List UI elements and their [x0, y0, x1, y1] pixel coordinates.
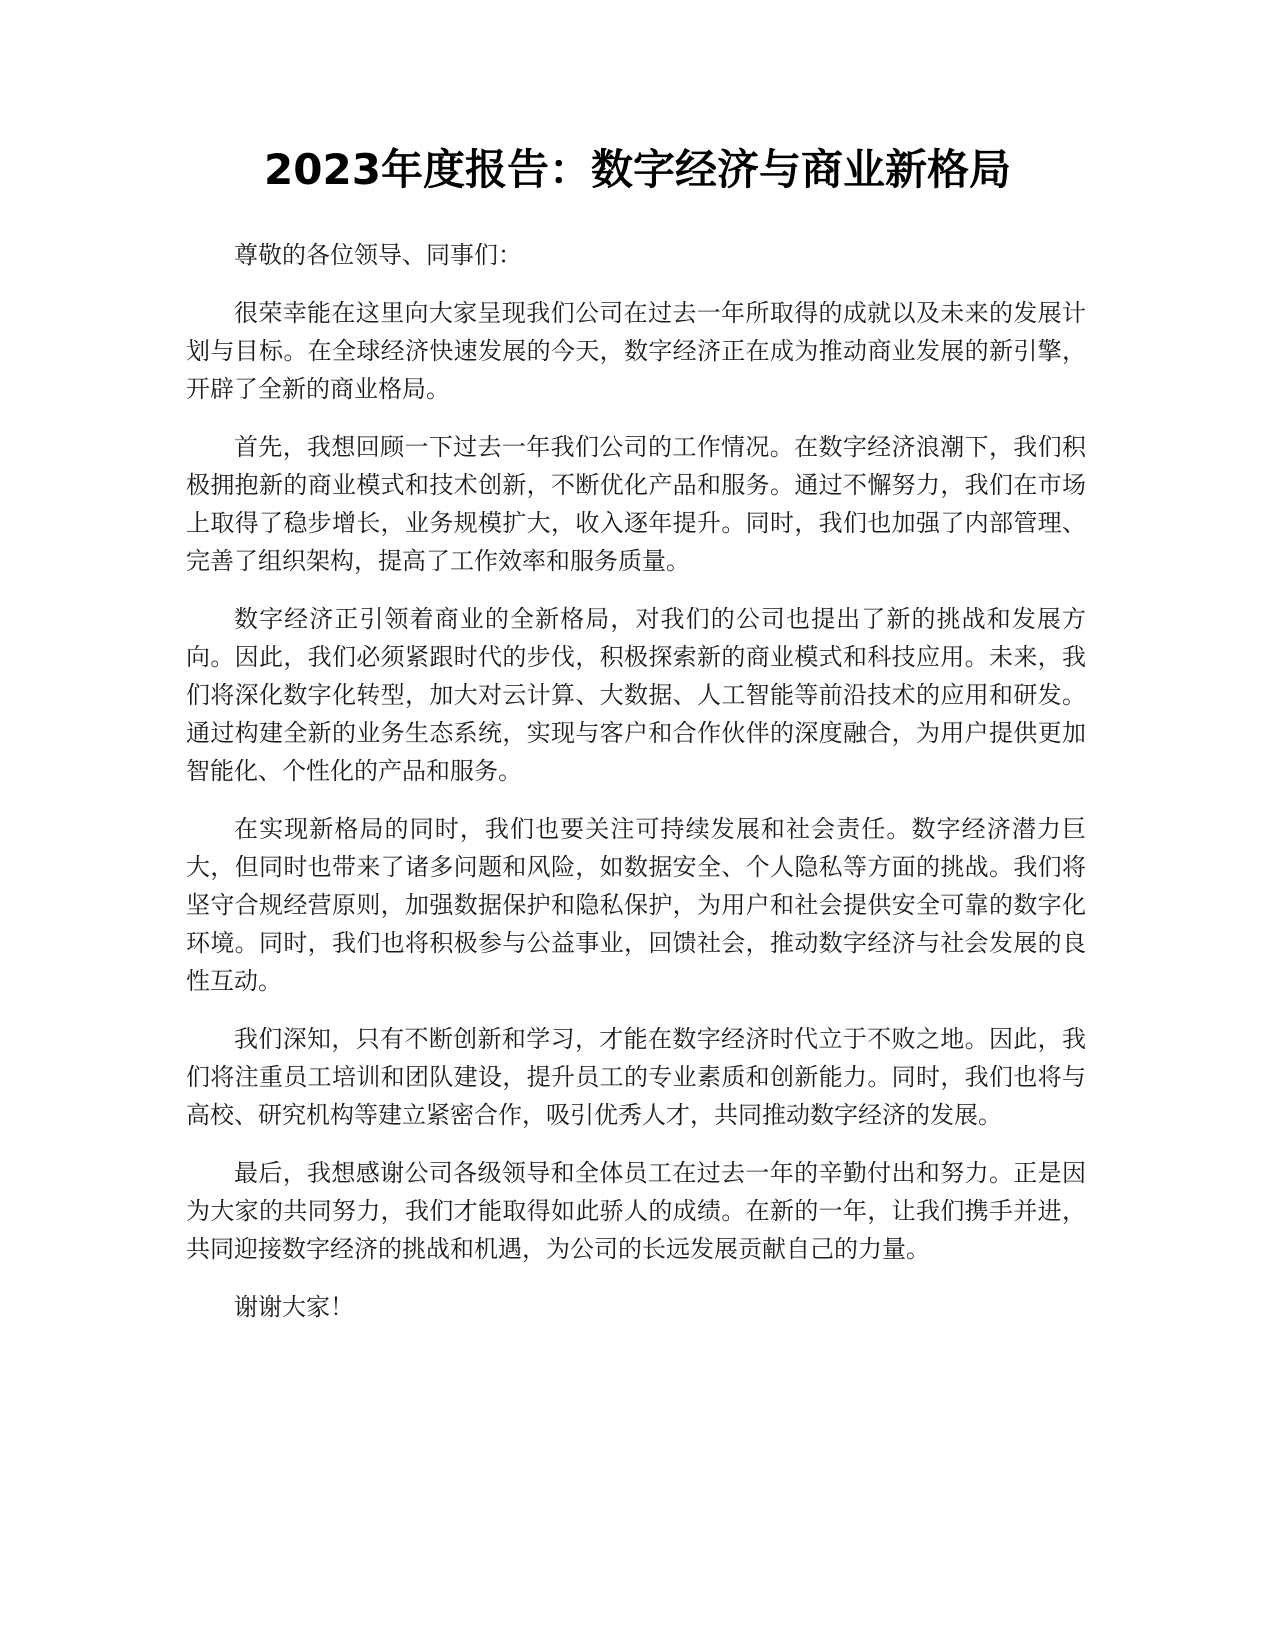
- closing-paragraph: 谢谢大家！: [234, 1293, 354, 1321]
- body-paragraph: 我们深知，只有不断创新和学习，才能在数字经济时代立于不败之地。因此，我们将注重员工培训和团队建设，提升员工的专业素质和创新能力。同时，我们也将与高校、研究机构等建立紧密合作，吸引优秀人才，共同推动数字经济的发展。: [186, 1025, 1086, 1129]
- body-paragraph: 在实现新格局的同时，我们也要关注可持续发展和社会责任。数字经济潜力巨大，但同时也带来了诸多问题和风险，如数据安全、个人隐私等方面的挑战。我们将坚守合规经营原则，加强数据保护和隐私保护，为用户和社会提供安全可靠的数字化环境。同时，我们也将积极参与公益事业，回馈社会，推动数字经济与社会发展的良性互动。: [186, 815, 1086, 995]
- body-paragraph: 很荣幸能在这里向大家呈现我们公司在过去一年所取得的成就以及未来的发展计划与目标。在全球经济快速发展的今天，数字经济正在成为推动商业发展的新引擎，开辟了全新的商业格局。: [186, 299, 1086, 403]
- body-paragraph: 最后，我想感谢公司各级领导和全体员工在过去一年的辛勤付出和努力。正是因为大家的共同努力，我们才能取得如此骄人的成绩。在新的一年，让我们携手并进，共同迎接数字经济的挑战和机遇，为公司的长远发展贡献自己的力量。: [186, 1159, 1086, 1263]
- document-body: [186, 236, 1086, 1346]
- body-paragraph: 数字经济正引领着商业的全新格局，对我们的公司也提出了新的挑战和发展方向。因此，我们必须紧跟时代的步伐，积极探索新的商业模式和科技应用。未来，我们将深化数字化转型，加大对云计算、大数据、人工智能等前沿技术的应用和研发。通过构建全新的业务生态系统，实现与客户和合作伙伴的深度融合，为用户提供更加智能化、个性化的产品和服务。: [186, 605, 1086, 785]
- greeting-paragraph: 尊敬的各位领导、同事们：: [234, 241, 522, 269]
- document-title: 2023年度报告：数字经济与商业新格局: [264, 145, 1011, 194]
- body-paragraph: 首先，我想回顾一下过去一年我们公司的工作情况。在数字经济浪潮下，我们积极拥抱新的商业模式和技术创新，不断优化产品和服务。通过不懈努力，我们在市场上取得了稳步增长，业务规模扩大，收入逐年提升。同时，我们也加强了内部管理、完善了组织架构，提高了工作效率和服务质量。: [186, 433, 1086, 575]
